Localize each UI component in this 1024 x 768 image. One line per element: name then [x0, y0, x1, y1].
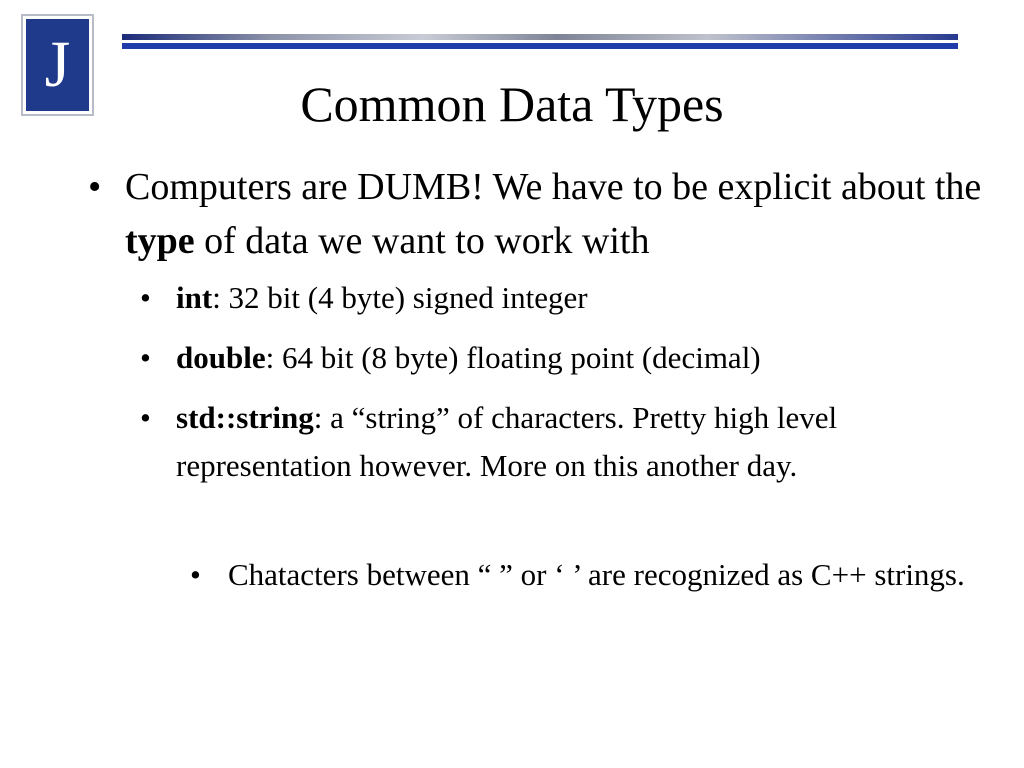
sub-bullet-int: [140, 274, 1000, 322]
sub-bullet-text: [176, 274, 588, 322]
bullet-dot: •: [140, 280, 151, 315]
bullet-dot: •: [140, 340, 151, 375]
sub-bullet-desc: : 32 bit (4 byte) signed integer: [212, 280, 588, 315]
sub-bullet-term: std::string: [176, 400, 314, 435]
bullet-dot: •: [88, 166, 102, 208]
sub-sub-bullet: [190, 552, 990, 598]
divider-line-bottom: [122, 43, 958, 49]
bullet-text-bold: type: [125, 220, 195, 262]
logo-letter: J: [26, 19, 89, 111]
divider-line-top: [122, 34, 958, 40]
sub-bullet-double: [140, 334, 1000, 382]
sub-bullet-term: int: [176, 280, 213, 315]
bullet-text-before: Computers are DUMB! We have to be explicit about the: [125, 166, 982, 208]
sub-bullet-desc: : a “string” of characters. Pretty high level representation however. More on this another day.: [176, 400, 838, 483]
sub-bullet-term: double: [176, 340, 266, 375]
sub-bullet-desc: : 64 bit (8 byte) floating point (decimal): [265, 340, 761, 375]
bullet-dot: •: [140, 400, 151, 435]
bullet-dot: •: [190, 557, 201, 592]
sub-bullet-text: [176, 334, 761, 382]
bullet-level1: [88, 160, 988, 268]
bullet-text-after: of data we want to work with: [194, 220, 650, 262]
sub-sub-bullet-text: Chatacters between “ ” or ‘ ’ are recognized as C++ strings.: [228, 557, 965, 592]
sub-bullet-string: [140, 394, 1000, 490]
sub-bullet-text: [176, 394, 1000, 490]
title-divider: [122, 32, 958, 50]
bullet-text: [125, 160, 988, 268]
slide-title: Common Data Types: [300, 76, 724, 132]
